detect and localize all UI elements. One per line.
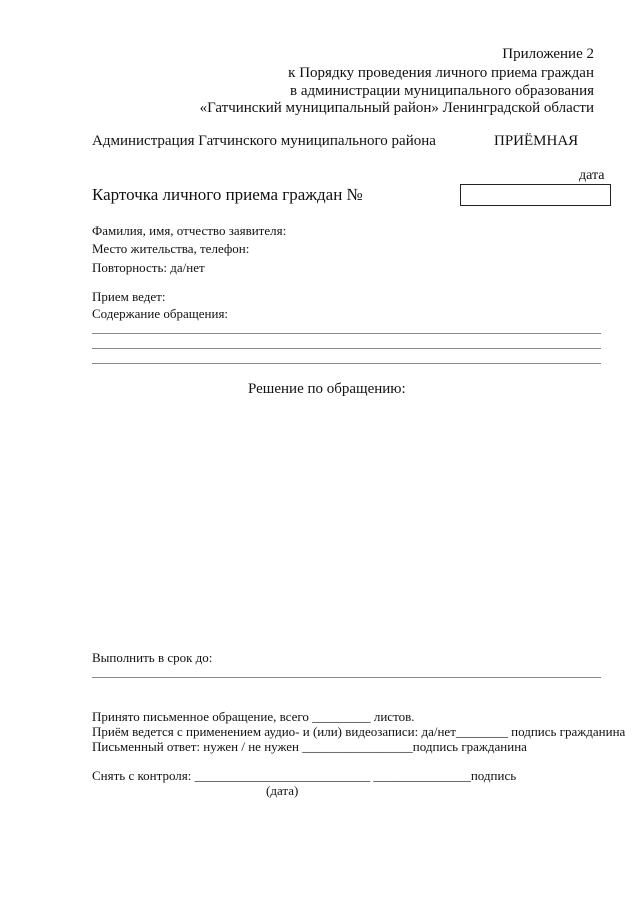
field-repeat-label: Повторность: да/нет	[92, 260, 205, 275]
written-reply-line: Письменный ответ: нужен / не нужен _________________подпись гражданина	[92, 739, 527, 754]
content-line-1	[92, 333, 601, 334]
field-fio-label: Фамилия, имя, отчество заявителя:	[92, 223, 287, 238]
content-line-3	[92, 363, 601, 364]
removed-from-control-line: Снять с контроля: ___________________________ _______________подпись	[92, 768, 517, 783]
date-label: дата	[579, 168, 605, 183]
field-content-label: Содержание обращения:	[92, 306, 229, 321]
decision-title: Решение по обращению:	[248, 381, 406, 397]
appendix-subtitle-2: в администрации муниципального образования	[289, 83, 594, 99]
deadline-label: Выполнить в срок до:	[92, 650, 213, 665]
organization-name: Администрация Гатчинского муниципального района	[92, 133, 436, 149]
deadline-line	[92, 677, 601, 678]
recording-line: Приём ведется с применением аудио- и (или) видеозаписи: да/нет________ подпись гражданина	[92, 724, 626, 739]
date-box[interactable]	[460, 184, 611, 206]
appendix-number: Приложение 2	[502, 46, 594, 62]
date-caption: (дата)	[266, 783, 299, 798]
field-residence-label: Место жительства, телефон:	[92, 241, 250, 256]
appendix-subtitle-1: к Порядку проведения личного приема граждан	[288, 65, 594, 81]
content-line-2	[92, 348, 601, 349]
appendix-subtitle-3: «Гатчинский муниципальный район» Ленинградской области	[199, 100, 594, 116]
reception-label: ПРИЁМНАЯ	[494, 133, 579, 149]
card-title: Карточка личного приема граждан №	[92, 185, 363, 204]
field-conducted-by-label: Прием ведет:	[92, 289, 166, 304]
accepted-line: Принято письменное обращение, всего _________ листов.	[92, 709, 415, 724]
